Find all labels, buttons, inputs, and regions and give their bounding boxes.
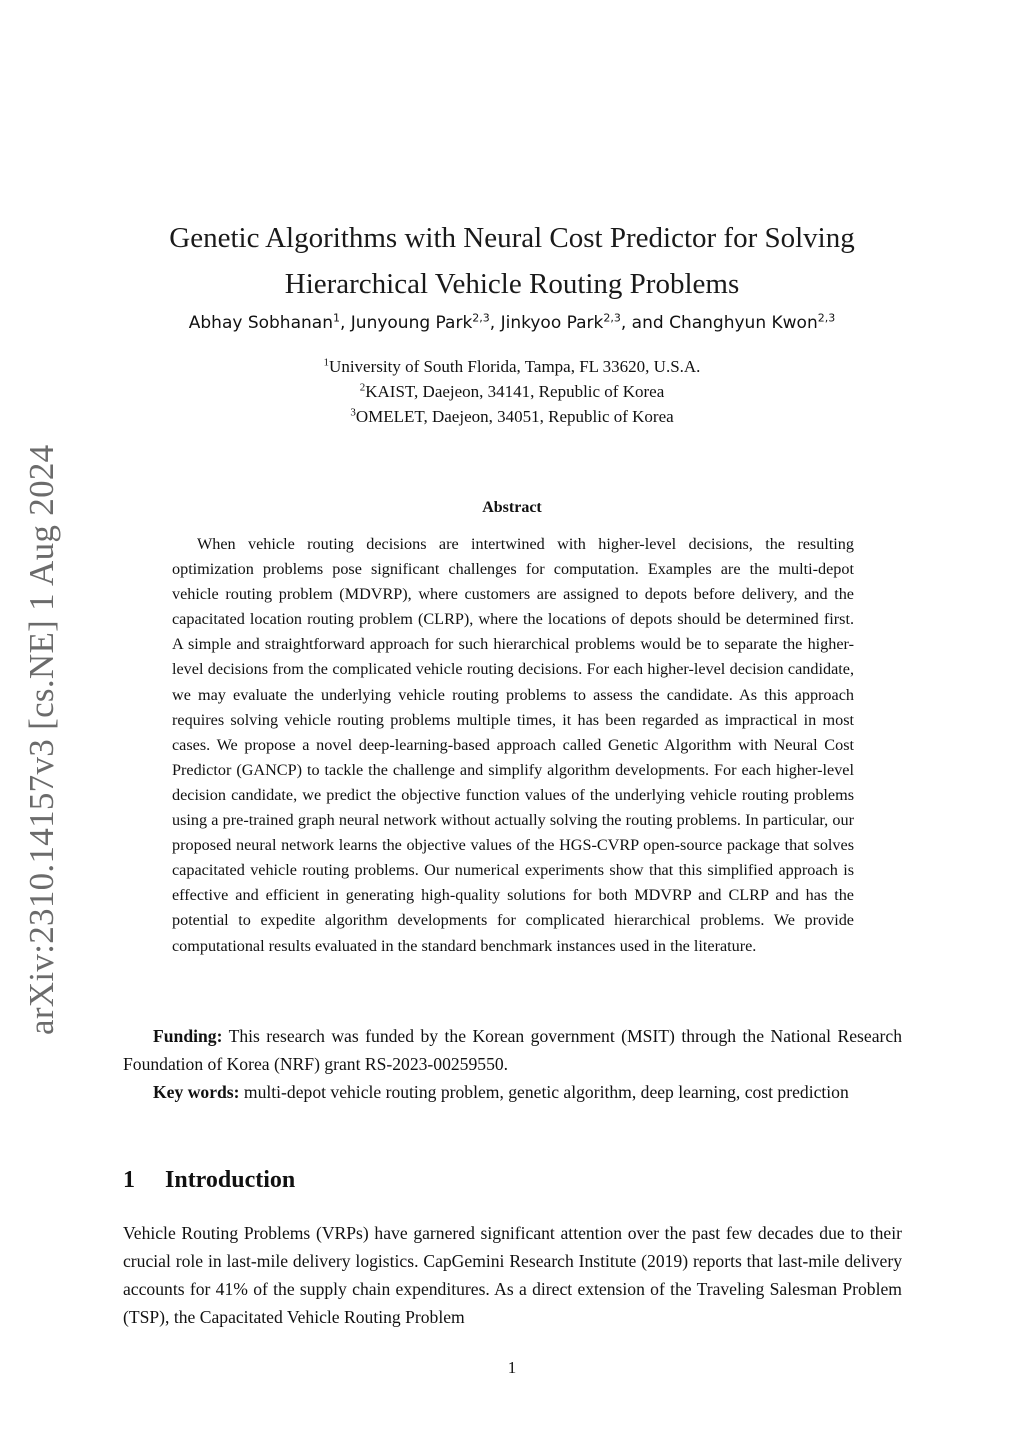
funding-label: Funding: (153, 1026, 223, 1046)
abstract-heading: Abstract (482, 499, 542, 516)
page-number: 1 (507, 1358, 517, 1377)
author: Abhay Sobhanan$^1$ (188, 311, 340, 333)
author: Junyoung Park$^{2,3}$ (350, 311, 490, 333)
section-title: Introduction (165, 1167, 296, 1193)
author-list: Abhay Sobhanan$^1$, Junyoung Park$^{2,3}$, Jinkyoo Park$^{2,3}$, and Changhyun Kwon$^{2,3}$ (188, 311, 836, 333)
abstract-body: When vehicle routing decisions are intertwined with higher-level decisions, the resulting optimization problems pose significant challenges for computation. Examples are the multi-depot vehicle routing problem (MDVRP), where customers are assigned to depots before delivery, and the capacitated location routing problem (CLRP), where the locations of depots should be determined first. A simple and straightforward approach for such hierarchical problems would be to separate the higher-level decisions from the complicated vehicle routing decisions. For each higher-level decision candidate, we may evaluate the underlying vehicle routing problems to assess the candidate. As this approach requires solving vehicle routing problems multiple times, it has been regarded as impractical in most cases. We propose a novel deep-learning-based approach called Genetic Algorithm with Neural Cost Predictor (GANCP) to tackle the challenge and simplify algorithm developments. For each higher-level decision candidate, we predict the objective function values of the underlying vehicle routing problems using a pre-trained graph neural network without actually solving the routing problems. In particular, our proposed neural network learns the objective values of the HGS-CVRP open-source package that solves capacitated vehicle routing problems. Our numerical experiments show that this simplified approach is effective and efficient in generating high-quality solutions for both MDVRP and CLRP and has the potential to expedite algorithm developments for complicated hierarchical problems. We provide computational results evaluated in the standard benchmark instances used in the literature. (172, 535, 854, 955)
affiliation-list (90, 354, 934, 429)
section-number: 1 (123, 1167, 135, 1193)
title-line-2: Hierarchical Vehicle Routing Problems (284, 268, 740, 301)
section-heading-introduction (123, 1167, 295, 1194)
title-line-1: Genetic Algorithms with Neural Cost Predictor for Solving (169, 222, 855, 255)
keywords-text: multi-depot vehicle routing problem, genetic algorithm, deep learning, cost prediction (243, 1082, 849, 1102)
introduction-paragraph: Vehicle Routing Problems (VRPs) have garnered significant attention over the past few decades due to their crucial role in last-mile delivery logistics. CapGemini Research Institute (2019) reports that last-mile delivery accounts for 41% of the supply chain expenditures. As a direct extension of the Traveling Salesman Problem (TSP), the Capacitated Vehicle Routing Problem (123, 1223, 902, 1327)
keywords (123, 1078, 902, 1106)
affiliation: $^1$University of South Florida, Tampa, FL 33620, U.S.A. (323, 356, 701, 376)
affiliation: $^3$OMELET, Daejeon, 34051, Republic of Korea (350, 406, 674, 426)
keywords-label: Key words: (153, 1082, 240, 1102)
funding-statement (123, 1022, 902, 1078)
affiliation: $^2$KAIST, Daejeon, 34141, Republic of Korea (359, 381, 665, 401)
author: Changhyun Kwon$^{2,3}$ (669, 311, 836, 333)
funding-text: This research was funded by the Korean government (MSIT) through the National Research Foundation of Korea (NRF) grant RS-2023-00259550. (123, 1026, 902, 1074)
paper-title (90, 215, 934, 307)
author: Jinkyoo Park$^{2,3}$ (500, 311, 621, 333)
arxiv-identifier-stamp: arXiv:2310.14157v3 [cs.NE] 1 Aug 2024 (22, 444, 61, 1035)
